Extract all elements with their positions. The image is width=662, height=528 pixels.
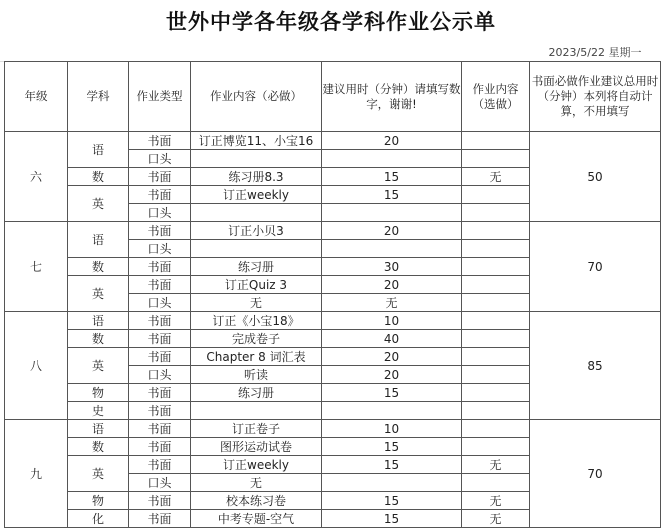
type-cell[interactable]: 书面 — [129, 384, 191, 402]
type-cell[interactable]: 书面 — [129, 168, 191, 186]
optional-cell[interactable] — [462, 438, 530, 456]
subject-cell[interactable]: 史 — [68, 402, 129, 420]
time-cell[interactable]: 15 — [322, 186, 462, 204]
optional-cell[interactable] — [462, 384, 530, 402]
time-cell[interactable]: 20 — [322, 276, 462, 294]
time-cell[interactable]: 15 — [322, 384, 462, 402]
subject-cell[interactable]: 数 — [68, 438, 129, 456]
grade-cell[interactable]: 六 — [5, 132, 68, 222]
type-cell[interactable]: 书面 — [129, 276, 191, 294]
time-cell[interactable]: 15 — [322, 456, 462, 474]
table-row — [5, 312, 661, 330]
subject-cell[interactable]: 物 — [68, 492, 129, 510]
content-cell[interactable]: 校本练习卷 — [191, 492, 322, 510]
optional-cell[interactable] — [462, 420, 530, 438]
subject-cell[interactable]: 英 — [68, 348, 129, 384]
time-cell[interactable]: 15 — [322, 168, 462, 186]
subject-cell[interactable]: 数 — [68, 168, 129, 186]
content-cell[interactable] — [191, 240, 322, 258]
type-cell[interactable]: 书面 — [129, 420, 191, 438]
time-cell[interactable]: 无 — [322, 294, 462, 312]
optional-cell[interactable] — [462, 348, 530, 366]
optional-cell[interactable] — [462, 294, 530, 312]
optional-cell[interactable]: 无 — [462, 456, 530, 474]
content-cell[interactable]: 听读 — [191, 366, 322, 384]
optional-cell[interactable] — [462, 222, 530, 240]
time-cell[interactable]: 20 — [322, 222, 462, 240]
content-cell[interactable]: 订正《小宝18》 — [191, 312, 322, 330]
time-cell[interactable] — [322, 402, 462, 420]
subject-cell[interactable]: 物 — [68, 384, 129, 402]
time-cell[interactable]: 20 — [322, 132, 462, 150]
time-cell[interactable]: 15 — [322, 510, 462, 528]
content-cell[interactable]: 图形运动试卷 — [191, 438, 322, 456]
time-cell[interactable] — [322, 204, 462, 222]
subject-cell[interactable]: 语 — [68, 132, 129, 168]
type-cell[interactable]: 口头 — [129, 240, 191, 258]
type-cell[interactable]: 口头 — [129, 150, 191, 168]
table-row — [5, 420, 661, 438]
content-cell[interactable]: 练习册 — [191, 384, 322, 402]
header-grade: 年级 — [5, 62, 68, 132]
time-cell[interactable] — [322, 474, 462, 492]
header-subject: 学科 — [68, 62, 129, 132]
content-cell[interactable]: 订正weekly — [191, 456, 322, 474]
content-cell[interactable]: 无 — [191, 294, 322, 312]
header-content: 作业内容（必做） — [191, 62, 322, 132]
content-cell[interactable]: Chapter 8 词汇表 — [191, 348, 322, 366]
optional-cell[interactable] — [462, 204, 530, 222]
optional-cell[interactable] — [462, 132, 530, 150]
time-cell[interactable]: 10 — [322, 312, 462, 330]
subject-cell[interactable]: 数 — [68, 258, 129, 276]
subject-cell[interactable]: 化 — [68, 510, 129, 528]
table-row — [5, 222, 661, 240]
time-cell[interactable] — [322, 240, 462, 258]
content-cell[interactable]: 订正Quiz 3 — [191, 276, 322, 294]
subject-cell[interactable]: 语 — [68, 420, 129, 438]
type-cell[interactable]: 书面 — [129, 492, 191, 510]
header-row — [5, 62, 661, 132]
content-cell[interactable] — [191, 150, 322, 168]
homework-table — [4, 61, 661, 528]
type-cell[interactable]: 书面 — [129, 456, 191, 474]
optional-cell[interactable] — [462, 474, 530, 492]
content-cell[interactable]: 练习册8.3 — [191, 168, 322, 186]
header-optional: 作业内容（选做） — [462, 62, 530, 132]
optional-cell[interactable] — [462, 276, 530, 294]
total-cell[interactable]: 70 — [530, 420, 661, 528]
time-cell[interactable]: 10 — [322, 420, 462, 438]
date-label: 2023/5/22 星期一 — [548, 46, 642, 59]
time-cell[interactable]: 15 — [322, 492, 462, 510]
type-cell[interactable]: 书面 — [129, 348, 191, 366]
time-cell[interactable] — [322, 150, 462, 168]
total-cell[interactable]: 70 — [530, 222, 661, 312]
optional-cell[interactable]: 无 — [462, 168, 530, 186]
grade-cell[interactable]: 九 — [5, 420, 68, 528]
optional-cell[interactable]: 无 — [462, 510, 530, 528]
optional-cell[interactable] — [462, 402, 530, 420]
type-cell[interactable]: 书面 — [129, 132, 191, 150]
page-title: 世外中学各年级各学科作业公示单 — [166, 10, 496, 34]
content-cell[interactable]: 完成卷子 — [191, 330, 322, 348]
subject-cell[interactable]: 英 — [68, 186, 129, 222]
content-cell[interactable] — [191, 402, 322, 420]
optional-cell[interactable] — [462, 366, 530, 384]
optional-cell[interactable]: 无 — [462, 492, 530, 510]
content-cell[interactable]: 练习册 — [191, 258, 322, 276]
time-cell[interactable]: 20 — [322, 348, 462, 366]
time-cell[interactable]: 20 — [322, 366, 462, 384]
type-cell[interactable]: 口头 — [129, 294, 191, 312]
optional-cell[interactable] — [462, 150, 530, 168]
total-cell[interactable]: 85 — [530, 312, 661, 420]
type-cell[interactable]: 书面 — [129, 438, 191, 456]
type-cell[interactable]: 口头 — [129, 366, 191, 384]
content-cell[interactable]: 订正weekly — [191, 186, 322, 204]
table-row — [5, 132, 661, 150]
type-cell[interactable]: 书面 — [129, 222, 191, 240]
optional-cell[interactable] — [462, 312, 530, 330]
time-cell[interactable]: 30 — [322, 258, 462, 276]
subject-cell[interactable]: 英 — [68, 456, 129, 492]
type-cell[interactable]: 书面 — [129, 186, 191, 204]
type-cell[interactable]: 书面 — [129, 510, 191, 528]
content-cell[interactable] — [191, 204, 322, 222]
optional-cell[interactable] — [462, 258, 530, 276]
subject-cell[interactable]: 语 — [68, 222, 129, 258]
content-cell[interactable]: 订正小贝3 — [191, 222, 322, 240]
header-total: 书面必做作业建议总用时（分钟）本列将自动计算，不用填写 — [530, 62, 661, 132]
type-cell[interactable]: 书面 — [129, 402, 191, 420]
subject-cell[interactable]: 语 — [68, 312, 129, 330]
type-cell[interactable]: 书面 — [129, 312, 191, 330]
content-cell[interactable]: 订正卷子 — [191, 420, 322, 438]
type-cell[interactable]: 口头 — [129, 474, 191, 492]
time-cell[interactable]: 40 — [322, 330, 462, 348]
time-cell[interactable]: 15 — [322, 438, 462, 456]
total-cell[interactable]: 50 — [530, 132, 661, 222]
type-cell[interactable]: 书面 — [129, 258, 191, 276]
type-cell[interactable]: 书面 — [129, 330, 191, 348]
optional-cell[interactable] — [462, 240, 530, 258]
blank-row — [0, 44, 528, 62]
header-time: 建议用时（分钟）请填写数字，谢谢! — [322, 62, 462, 132]
subject-cell[interactable]: 英 — [68, 276, 129, 312]
type-cell[interactable]: 口头 — [129, 204, 191, 222]
subject-cell[interactable]: 数 — [68, 330, 129, 348]
grade-cell[interactable]: 七 — [5, 222, 68, 312]
content-cell[interactable]: 无 — [191, 474, 322, 492]
content-cell[interactable]: 订正博览11、小宝16 — [191, 132, 322, 150]
optional-cell[interactable] — [462, 330, 530, 348]
content-cell[interactable]: 中考专题-空气 — [191, 510, 322, 528]
grade-cell[interactable]: 八 — [5, 312, 68, 420]
header-type: 作业类型 — [129, 62, 191, 132]
optional-cell[interactable] — [462, 186, 530, 204]
